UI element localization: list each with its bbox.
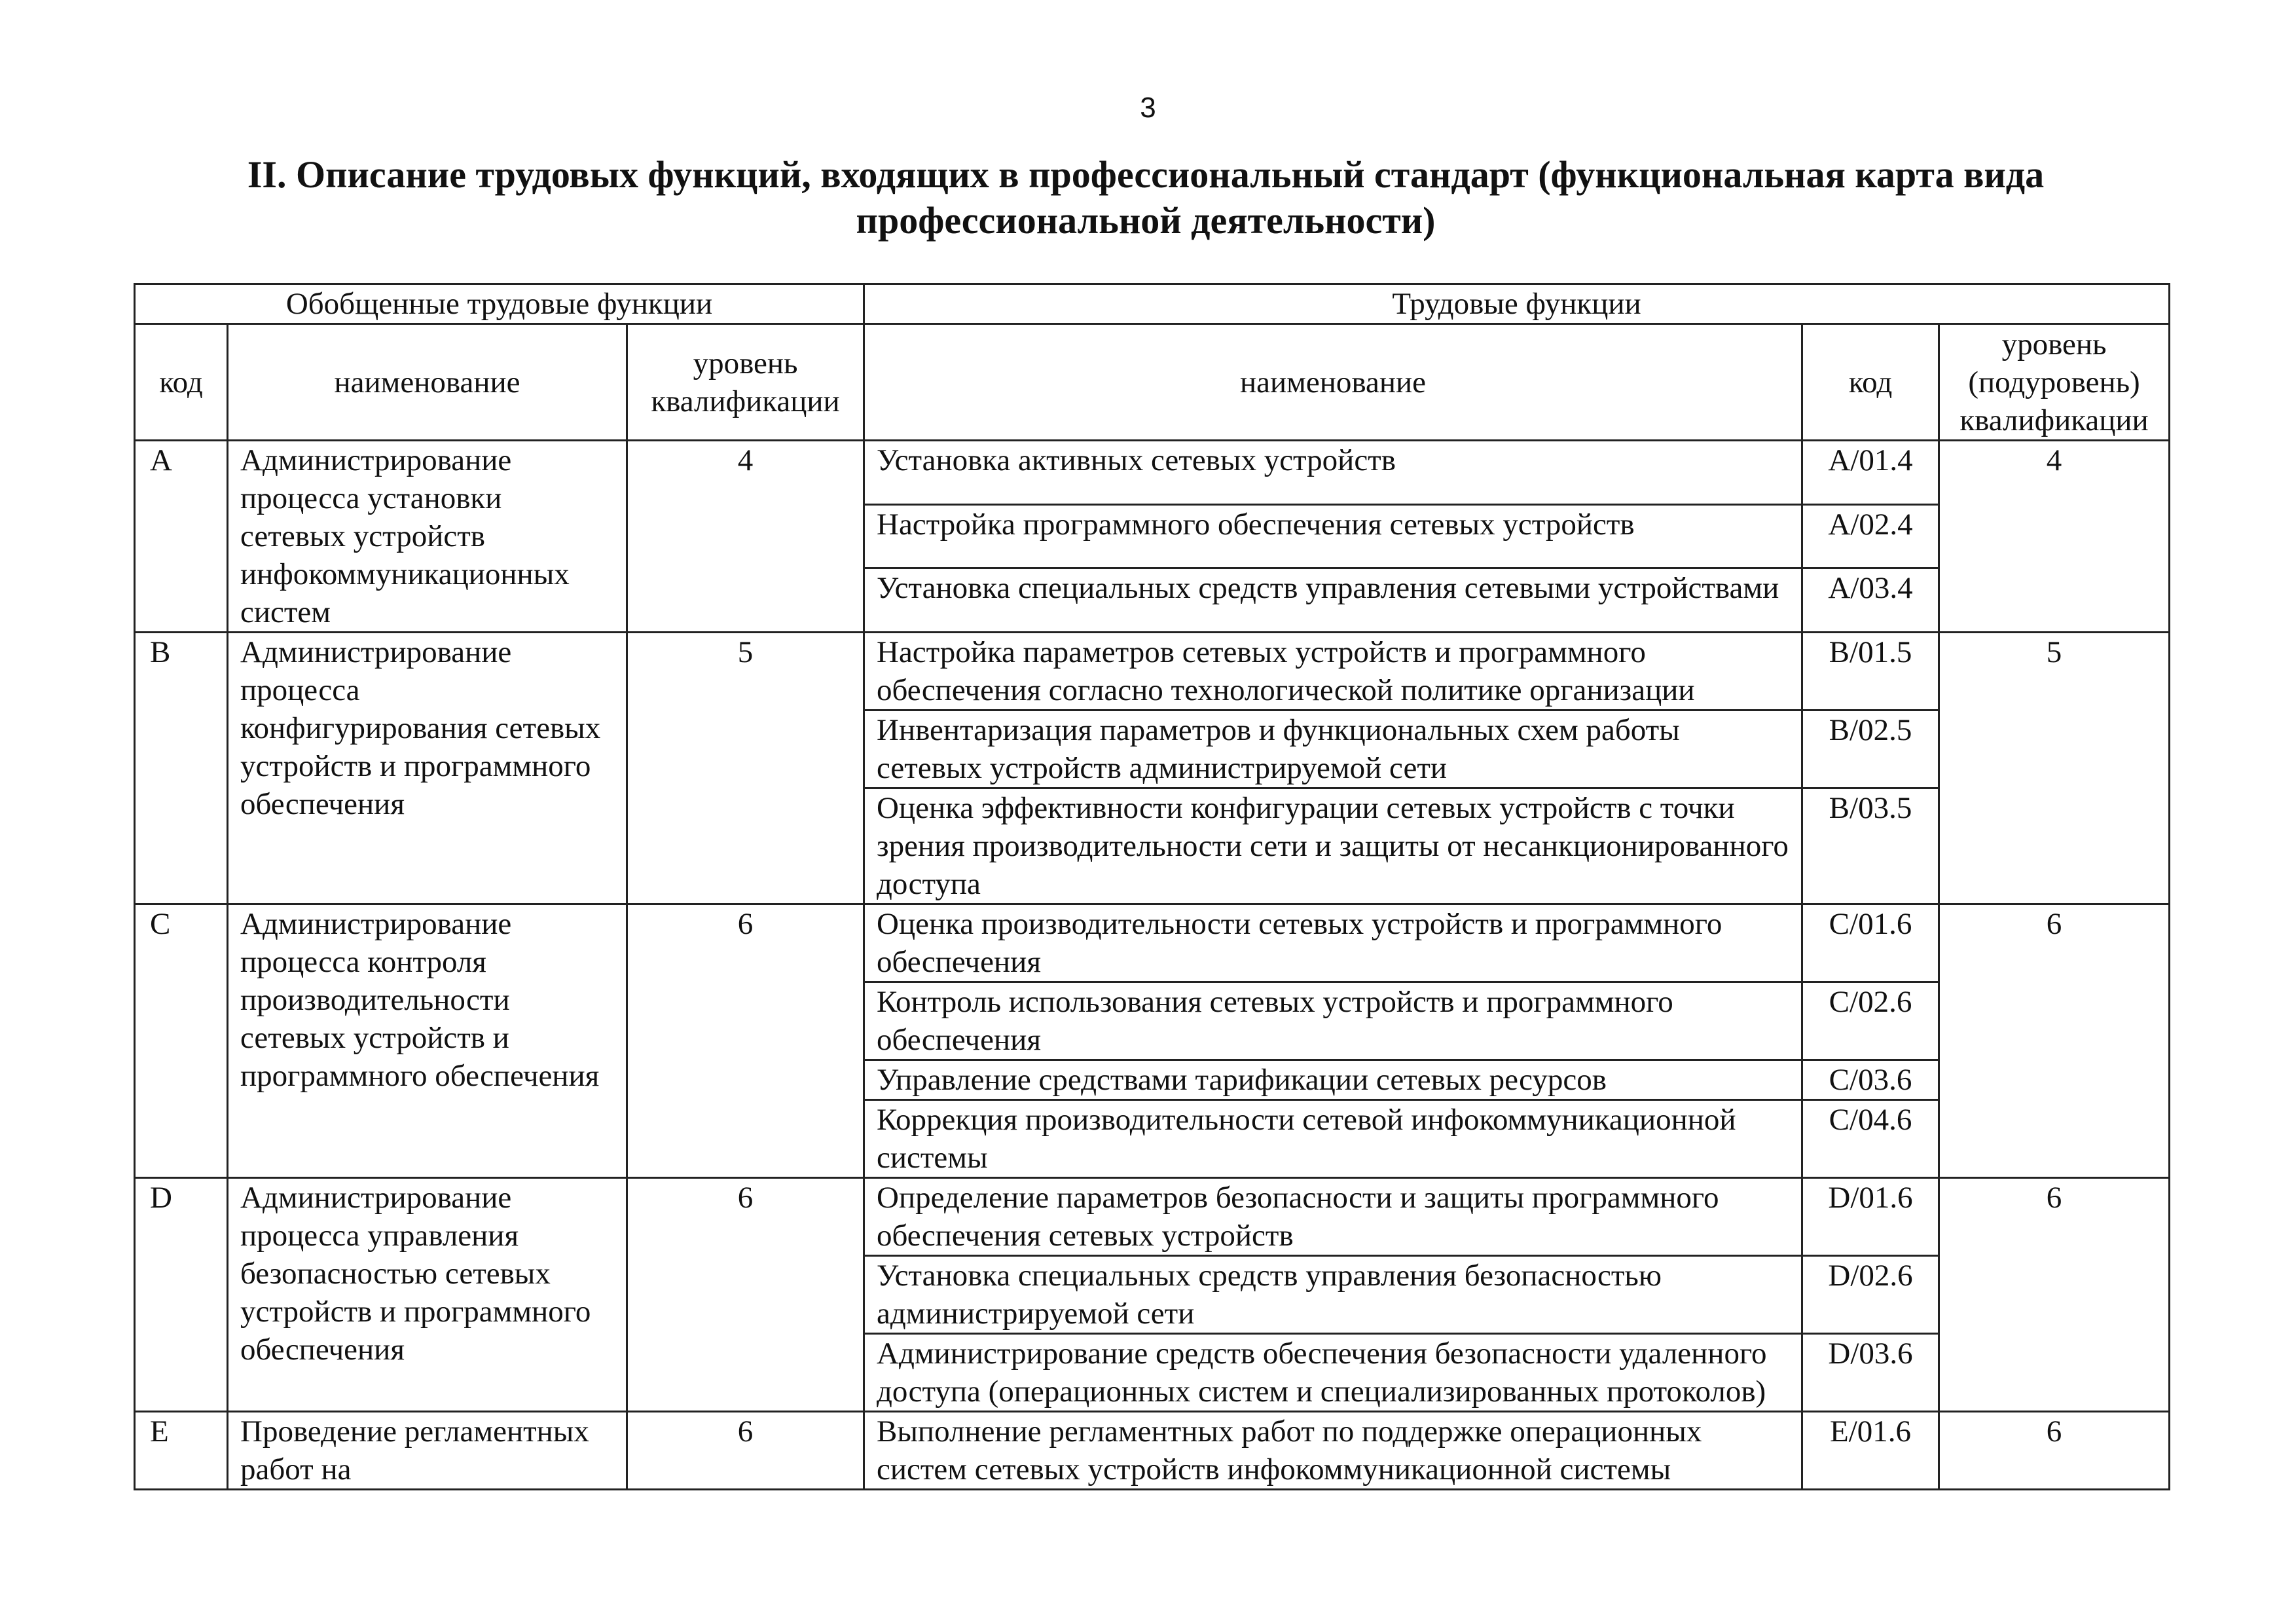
labor-function-code: B/01.5 [1802, 633, 1939, 710]
generalized-function-level: 6 [627, 904, 864, 1178]
generalized-function-level: 6 [627, 1178, 864, 1412]
labor-function-level: 6 [1939, 1178, 2170, 1412]
generalized-function-code: E [135, 1412, 228, 1490]
col-header-generalized-name: наименование [228, 324, 627, 441]
generalized-function-code: C [135, 904, 228, 1178]
labor-function-code: E/01.6 [1802, 1412, 1939, 1490]
generalized-function-level: 5 [627, 633, 864, 904]
functional-map-table [134, 283, 2170, 1490]
labor-function-code: C/02.6 [1802, 982, 1939, 1060]
labor-function-name: Оценка эффективности конфигурации сетевых устройств с точки зрения производительности сети и защиты от несанкционированного доступа [864, 788, 1802, 904]
labor-function-level: 4 [1939, 441, 2170, 633]
generalized-function-name: Администрирование процесса конфигурирования сетевых устройств и программного обеспечения [228, 633, 627, 904]
labor-function-code: D/02.6 [1802, 1256, 1939, 1334]
generalized-function-name: Проведение регламентных работ на [228, 1412, 627, 1490]
labor-function-name: Контроль использования сетевых устройств и программного обеспечения [864, 982, 1802, 1060]
labor-function-level: 5 [1939, 633, 2170, 904]
labor-function-code: B/03.5 [1802, 788, 1939, 904]
header-labor-functions: Трудовые функции [864, 284, 2170, 324]
column-header-row [135, 324, 2170, 441]
labor-function-name: Установка специальных средств управления сетевыми устройствами [864, 568, 1802, 633]
generalized-function-name: Администрирование процесса управления безопасностью сетевых устройств и программного обеспечения [228, 1178, 627, 1412]
labor-function-name: Установка специальных средств управления безопасностью администрируемой сети [864, 1256, 1802, 1334]
labor-function-name: Настройка параметров сетевых устройств и программного обеспечения согласно технологической политике организации [864, 633, 1802, 710]
col-header-function-level: уровень (подуровень) квалификации [1939, 324, 2170, 441]
labor-function-code: A/03.4 [1802, 568, 1939, 633]
page-title [131, 152, 2160, 244]
generalized-function-code: A [135, 441, 228, 633]
col-header-generalized-code: код [135, 324, 228, 441]
labor-function-name: Инвентаризация параметров и функциональных схем работы сетевых устройств администрируемой сети [864, 710, 1802, 788]
labor-function-name: Настройка программного обеспечения сетевых устройств [864, 504, 1802, 568]
function-row [135, 904, 2170, 982]
group-header-row [135, 284, 2170, 324]
labor-function-name: Установка активных сетевых устройств [864, 441, 1802, 505]
col-header-function-name: наименование [864, 324, 1802, 441]
labor-function-code: C/03.6 [1802, 1060, 1939, 1100]
labor-function-code: B/02.5 [1802, 710, 1939, 788]
labor-function-code: D/01.6 [1802, 1178, 1939, 1256]
generalized-function-level: 6 [627, 1412, 864, 1490]
function-row [135, 633, 2170, 710]
generalized-function-name: Администрирование процесса контроля производительности сетевых устройств и программного обеспечения [228, 904, 627, 1178]
col-header-generalized-level: уровень квалификации [627, 324, 864, 441]
labor-function-name: Администрирование средств обеспечения безопасности удаленного доступа (операционных систем и специализированных протоколов) [864, 1334, 1802, 1412]
generalized-function-code: B [135, 633, 228, 904]
page-title-line-1: II. Описание трудовых функций, входящих в профессиональный стандарт (функциональная карта вида [247, 153, 2045, 196]
labor-function-level: 6 [1939, 904, 2170, 1178]
labor-function-level: 6 [1939, 1412, 2170, 1490]
col-header-function-code: код [1802, 324, 1939, 441]
labor-function-code: C/01.6 [1802, 904, 1939, 982]
labor-function-code: A/01.4 [1802, 441, 1939, 505]
labor-function-name: Коррекция производительности сетевой инфокоммуникационной системы [864, 1100, 1802, 1178]
labor-function-name: Управление средствами тарификации сетевых ресурсов [864, 1060, 1802, 1100]
generalized-function-level: 4 [627, 441, 864, 633]
function-row [135, 441, 2170, 505]
labor-function-name: Выполнение регламентных работ по поддержке операционных систем сетевых устройств инфокоммуникационной системы [864, 1412, 1802, 1490]
generalized-function-code: D [135, 1178, 228, 1412]
labor-function-name: Определение параметров безопасности и защиты программного обеспечения сетевых устройств [864, 1178, 1802, 1256]
function-row [135, 1412, 2170, 1490]
header-generalized-functions: Обобщенные трудовые функции [135, 284, 864, 324]
generalized-function-name: Администрирование процесса установки сетевых устройств инфокоммуникационных систем [228, 441, 627, 633]
page-title-line-2: профессиональной деятельности) [856, 199, 1436, 242]
labor-function-code: D/03.6 [1802, 1334, 1939, 1412]
labor-function-name: Оценка производительности сетевых устройств и программного обеспечения [864, 904, 1802, 982]
labor-function-code: C/04.6 [1802, 1100, 1939, 1178]
labor-function-code: A/02.4 [1802, 504, 1939, 568]
page-number: 3 [1140, 92, 1156, 124]
function-row [135, 1178, 2170, 1256]
